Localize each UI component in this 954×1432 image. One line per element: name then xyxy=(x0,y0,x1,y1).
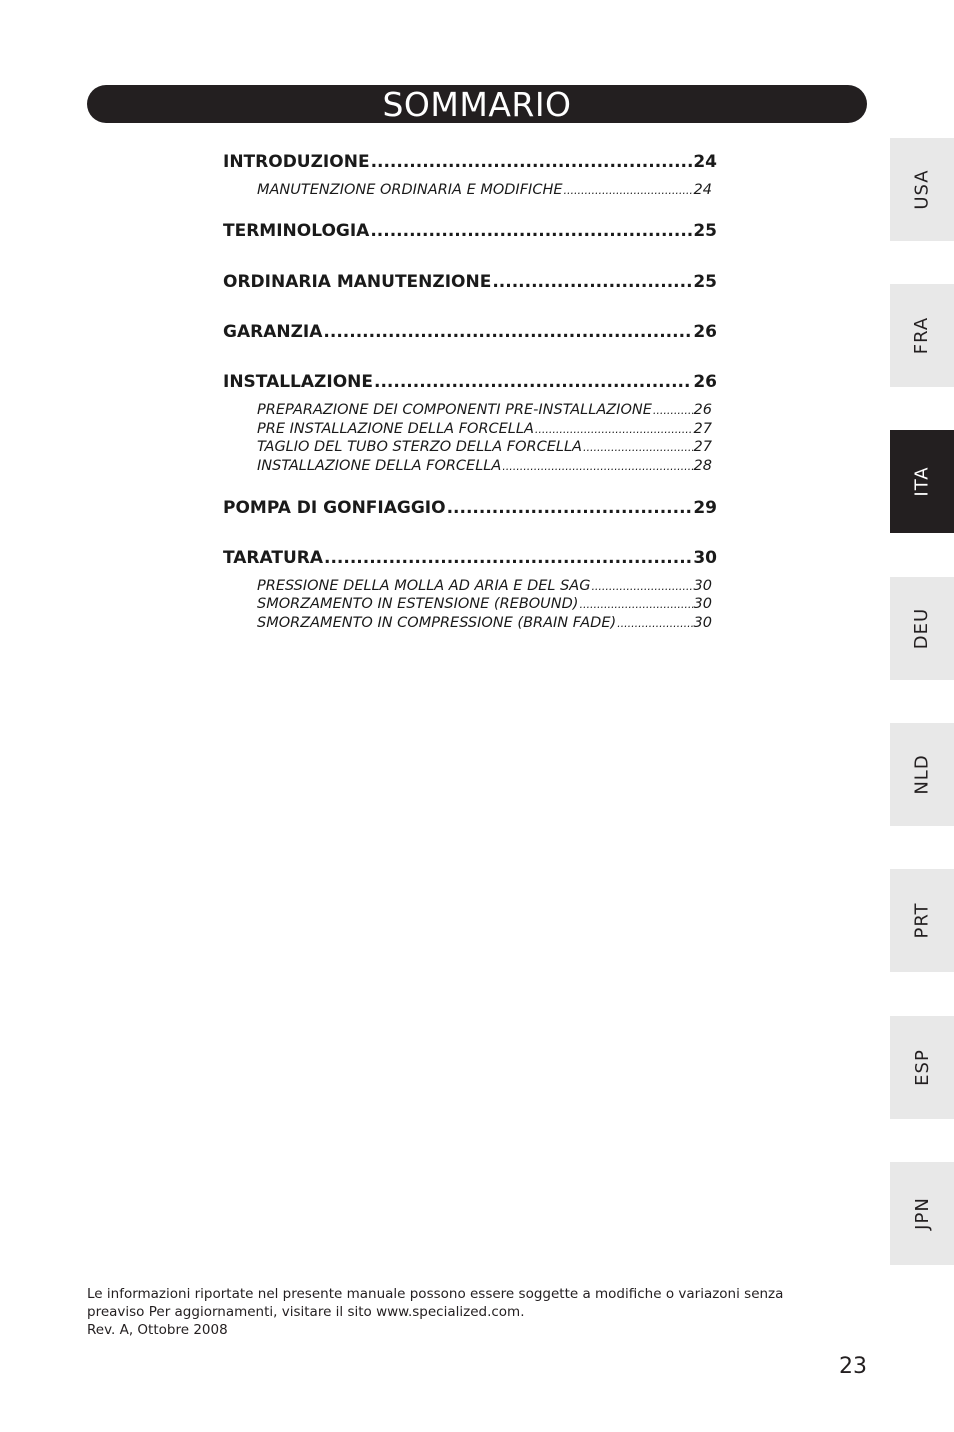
toc-entry-page: 27 xyxy=(693,421,712,437)
dot-leader xyxy=(447,498,693,518)
dot-leader xyxy=(492,272,692,292)
toc-entry-label: ORDINARIA MANUTENZIONE xyxy=(223,272,492,292)
dot-leader xyxy=(535,423,693,436)
toc-subentry-taglio[interactable] xyxy=(257,439,712,455)
toc-entry-label: INTRODUZIONE xyxy=(223,152,370,172)
toc-entry-label: TARATURA xyxy=(223,548,324,568)
toc-entry-taratura[interactable] xyxy=(223,548,717,568)
toc-subentry-preparazione[interactable] xyxy=(257,402,712,418)
dot-leader xyxy=(323,322,692,342)
toc-entry-label: MANUTENZIONE ORDINARIA E MODIFICHE xyxy=(257,182,563,198)
tab-deu[interactable] xyxy=(890,577,954,680)
tab-label: NLD xyxy=(911,754,933,795)
toc-entry-label: SMORZAMENTO IN ESTENSIONE (REBOUND) xyxy=(257,596,579,612)
toc-entry-page: 25 xyxy=(693,221,717,241)
toc-entry-label: GARANZIA xyxy=(223,322,323,342)
toc-entry-page: 30 xyxy=(693,615,712,631)
footer-line: Le informazioni riportate nel presente manuale possono essere soggette a modifiche o variazoni senza xyxy=(87,1286,784,1302)
tab-nld[interactable] xyxy=(890,723,954,826)
toc-entry-page: 26 xyxy=(693,372,717,392)
footer-line: preaviso Per aggiornamenti, visitare il sito www.specialized.com. xyxy=(87,1304,525,1320)
tab-label: USA xyxy=(911,169,933,210)
toc-subentry-pressione[interactable] xyxy=(257,578,712,594)
footer-revision: Rev. A, Ottobre 2008 xyxy=(87,1322,228,1338)
toc-subentry-installazione-forcella[interactable] xyxy=(257,458,712,474)
toc-entry-page: 24 xyxy=(693,152,717,172)
dot-leader xyxy=(617,617,692,630)
footer-note xyxy=(87,1285,867,1339)
toc-entry-ordinaria-manutenzione[interactable] xyxy=(223,272,717,292)
toc-entry-label: TAGLIO DEL TUBO STERZO DELLA FORCELLA xyxy=(257,439,582,455)
dot-leader xyxy=(583,441,693,454)
dot-leader xyxy=(371,152,693,172)
tab-label: DEU xyxy=(911,607,933,650)
toc-entry-page: 27 xyxy=(693,439,712,455)
dot-leader xyxy=(374,372,692,392)
dot-leader xyxy=(370,221,692,241)
toc-entry-label: INSTALLAZIONE DELLA FORCELLA xyxy=(257,458,502,474)
dot-leader xyxy=(579,598,692,611)
toc-entry-page: 26 xyxy=(693,322,717,342)
toc-entry-installazione[interactable] xyxy=(223,372,717,392)
toc-entry-label: PRESSIONE DELLA MOLLA AD ARIA E DEL SAG xyxy=(257,578,591,594)
tab-label: ESP xyxy=(911,1049,933,1086)
toc-subentry-smorzamento-compressione[interactable] xyxy=(257,615,712,631)
toc-subentry-manutenzione-ordinaria[interactable] xyxy=(257,182,712,198)
tab-label: PRT xyxy=(911,902,933,939)
tab-usa[interactable] xyxy=(890,138,954,241)
tab-fra[interactable] xyxy=(890,284,954,387)
toc-entry-pompa[interactable] xyxy=(223,498,717,518)
toc-entry-page: 24 xyxy=(693,182,712,198)
toc-entry-label: INSTALLAZIONE xyxy=(223,372,373,392)
dot-leader xyxy=(564,184,693,197)
page-number: 23 xyxy=(839,1354,867,1379)
tab-label: FRA xyxy=(911,316,933,355)
tab-jpn[interactable] xyxy=(890,1162,954,1265)
toc-entry-label: POMPA DI GONFIAGGIO xyxy=(223,498,446,518)
tab-prt[interactable] xyxy=(890,869,954,972)
dot-leader xyxy=(653,404,693,417)
toc-entry-label: SMORZAMENTO IN COMPRESSIONE (BRAIN FADE) xyxy=(257,615,617,631)
page-title: SOMMARIO xyxy=(382,84,572,124)
toc-entry-page: 26 xyxy=(693,402,712,418)
tab-label: JPN xyxy=(911,1197,933,1230)
toc-entry-terminologia[interactable] xyxy=(223,221,717,241)
toc-entry-label: PREPARAZIONE DEI COMPONENTI PRE-INSTALLAZIONE xyxy=(257,402,652,418)
title-bar xyxy=(87,85,867,123)
dot-leader xyxy=(591,580,692,593)
toc-entry-label: TERMINOLOGIA xyxy=(223,221,370,241)
toc-entry-page: 29 xyxy=(693,498,717,518)
toc-entry-label: PRE INSTALLAZIONE DELLA FORCELLA xyxy=(257,421,534,437)
tab-label: ITA xyxy=(911,466,933,497)
toc-entry-page: 28 xyxy=(693,458,712,474)
toc-entry-page: 30 xyxy=(693,596,712,612)
toc-entry-garanzia[interactable] xyxy=(223,322,717,342)
tab-esp[interactable] xyxy=(890,1016,954,1119)
toc-subentry-smorzamento-estensione[interactable] xyxy=(257,596,712,612)
toc-entry-page: 30 xyxy=(693,548,717,568)
dot-leader xyxy=(502,460,692,473)
dot-leader xyxy=(324,548,692,568)
tab-ita[interactable] xyxy=(890,430,954,533)
toc-entry-page: 25 xyxy=(693,272,717,292)
toc-entry-introduzione[interactable] xyxy=(223,152,717,172)
toc-entry-page: 30 xyxy=(693,578,712,594)
toc-subentry-pre-installazione[interactable] xyxy=(257,421,712,437)
